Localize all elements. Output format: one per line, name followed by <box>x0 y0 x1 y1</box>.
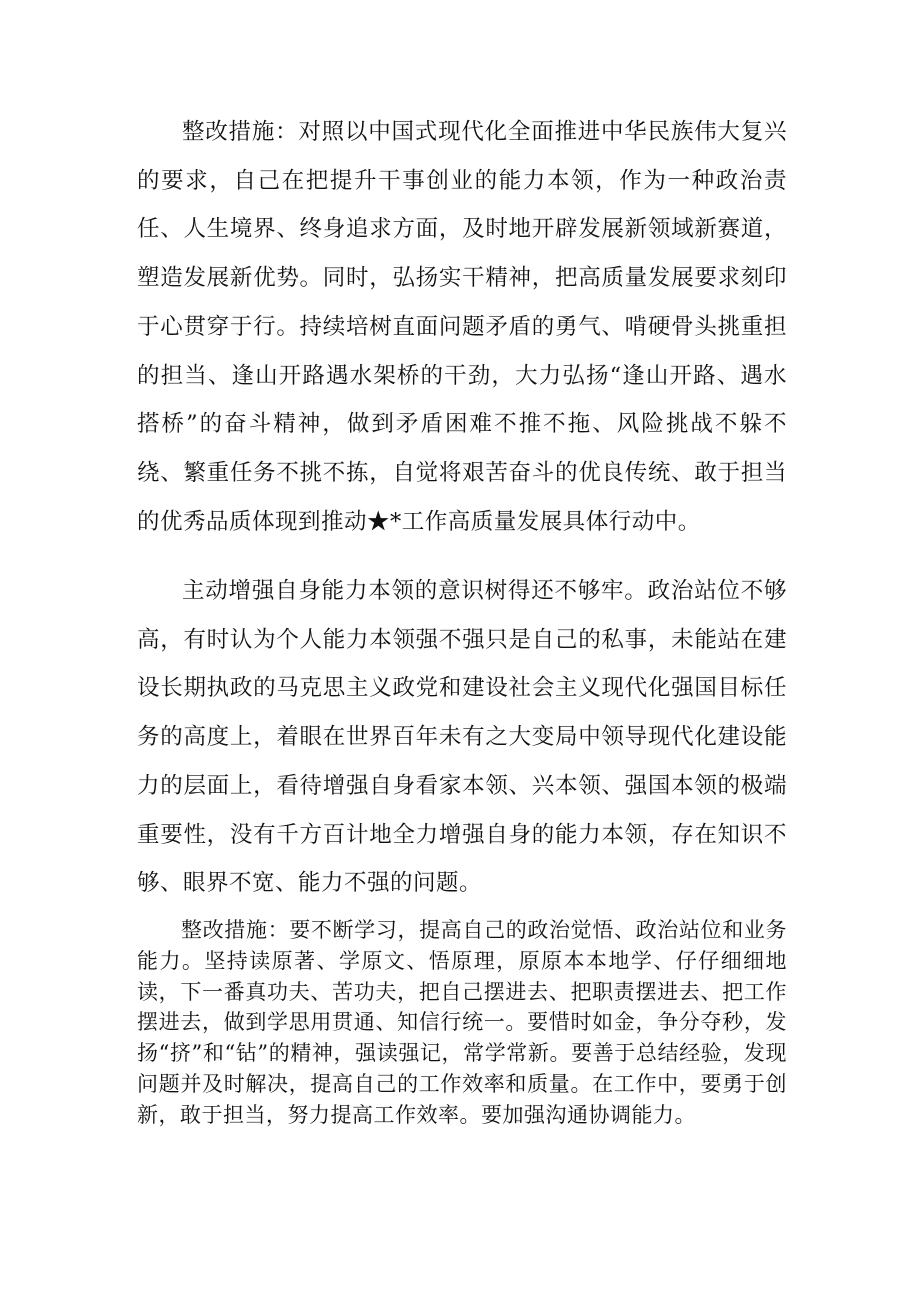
paragraph-rectification-measures-1: 整改措施：对照以中国式现代化全面推进中华民族伟大复兴的要求，自己在把提升干事创业的能力本领，作为一种政治责任、人生境界、终身追求方面，及时地开辟发展新领域新赛道，塑造发展新优势。同时，弘扬实干精神，把高质量发展要求刻印于心贯穿于行。持续培树直面问题矛盾的勇气、啃硬骨头挑重担的担当、逢山开路遇水架桥的干劲，大力弘扬“逢山开路、遇水搭桥”的奋斗精神，做到矛盾困难不推不拖、风险挑战不躲不绕、繁重任务不挑不拣，自觉将艰苦奋斗的优良传统、敢于担当的优秀品质体现到推动★*工作高质量发展具体行动中。 <box>137 119 787 535</box>
paragraph-rectification-measures-2: 整改措施：要不断学习，提高自己的政治觉悟、政治站位和业务能力。坚持读原著、学原文、悟原理，原原本本地学、仔仔细细地读，下一番真功夫、苦功夫，把自己摆进去、把职责摆进去、把工作摆进去，做到学思用贯通、知信行统一。要惜时如金，争分夺秒，发扬“挤”和“钻”的精神，强读强记，常学常新。要善于总结经验，发现问题并及时解决，提高自己的工作效率和质量。在工作中，要勇于创新，敢于担当，努力提高工作效率。要加强沟通协调能力。 <box>137 918 787 1127</box>
paragraph-problem-awareness: 主动增强自身能力本领的意识树得还不够牢。政治站位不够高，有时认为个人能力本领强不强只是自己的私事，未能站在建设长期执政的马克思主义政党和建设社会主义现代化强国目标任务的高度上，着眼在世界百年未有之大变局中领导现代化建设能力的层面上，看待增强自身看家本领、兴本领、强国本领的极端重要性，没有千方百计地全力增强自身的能力本领，存在知识不够、眼界不宽、能力不强的问题。 <box>137 578 787 897</box>
